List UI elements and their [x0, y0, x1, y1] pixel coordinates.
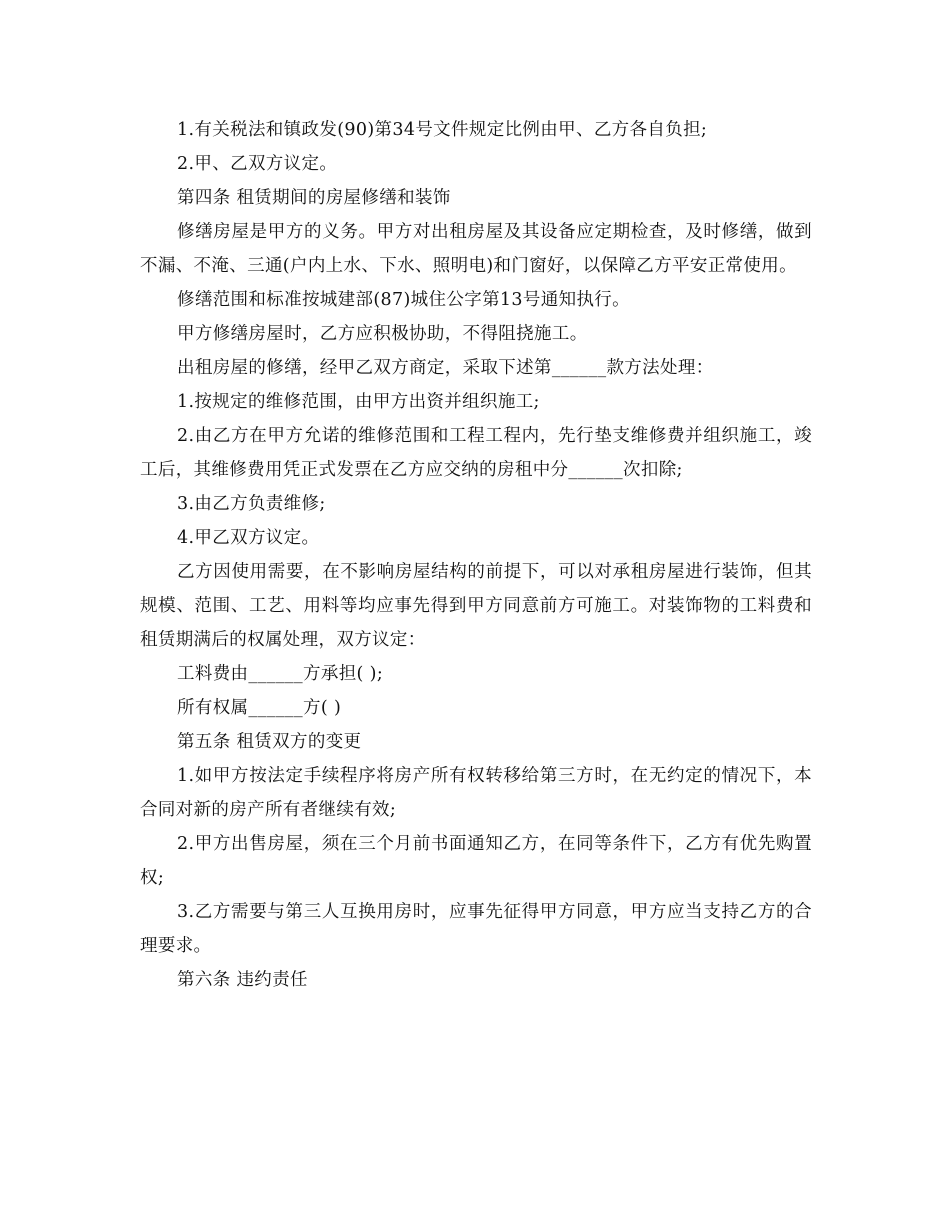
- paragraph-ownership: 所有权属______方( ): [177, 698, 342, 718]
- paragraph-decoration: 乙方因使用需要，在不影响房屋结构的前提下，可以对承租房屋进行装饰，但其规模、范围、工艺、用料等均应事先得到甲方同意前方可施工。对装饰物的工料费和租赁期满后的权属处理，双方议定：: [140, 562, 812, 650]
- paragraph-material-cost: 工料费由______方承担( );: [177, 664, 384, 684]
- paragraph-change-1: 1.如甲方按法定手续程序将房产所有权转移给第三方时，在无约定的情况下，本合同对新的房产所有者继续有效;: [140, 766, 812, 820]
- paragraph-repair-option-3: 3.由乙方负责维修;: [177, 494, 326, 514]
- document-body: [140, 113, 812, 997]
- article-5-heading: 第五条 租赁双方的变更: [177, 732, 362, 752]
- paragraph-tax-item-1: 1.有关税法和镇政发(90)第34号文件规定比例由甲、乙方各自负担;: [177, 120, 708, 140]
- paragraph-repair-option-4: 4.甲乙双方议定。: [177, 528, 320, 548]
- article-6-heading: 第六条 违约责任: [177, 970, 308, 990]
- paragraph-repair-option-2: 2.由乙方在甲方允诺的维修范围和工程工程内，先行垫支维修费并组织施工，竣工后，其维修费用凭正式发票在乙方应交纳的房租中分______次扣除;: [140, 426, 812, 480]
- paragraph-repair-method: 出租房屋的修缮，经甲乙双方商定，采取下述第______款方法处理：: [177, 358, 714, 378]
- paragraph-repair-duty: 修缮房屋是甲方的义务。甲方对出租房屋及其设备应定期检查，及时修缮，做到不漏、不淹、三通(户内上水、下水、照明电)和门窗好，以保障乙方平安正常使用。: [140, 222, 812, 276]
- paragraph-change-2: 2.甲方出售房屋，须在三个月前书面通知乙方，在同等条件下，乙方有优先购置权;: [140, 834, 812, 888]
- article-4-heading: 第四条 租赁期间的房屋修缮和装饰: [177, 188, 451, 208]
- paragraph-tax-item-2: 2.甲、乙双方议定。: [177, 154, 338, 174]
- paragraph-repair-option-1: 1.按规定的维修范围，由甲方出资并组织施工;: [177, 392, 540, 412]
- paragraph-repair-cooperation: 甲方修缮房屋时，乙方应积极协助，不得阻挠施工。: [177, 324, 588, 344]
- paragraph-repair-standard: 修缮范围和标准按城建部(87)城住公字第13号通知执行。: [177, 290, 630, 310]
- paragraph-change-3: 3.乙方需要与第三人互换用房时，应事先征得甲方同意，甲方应当支持乙方的合理要求。: [140, 902, 812, 956]
